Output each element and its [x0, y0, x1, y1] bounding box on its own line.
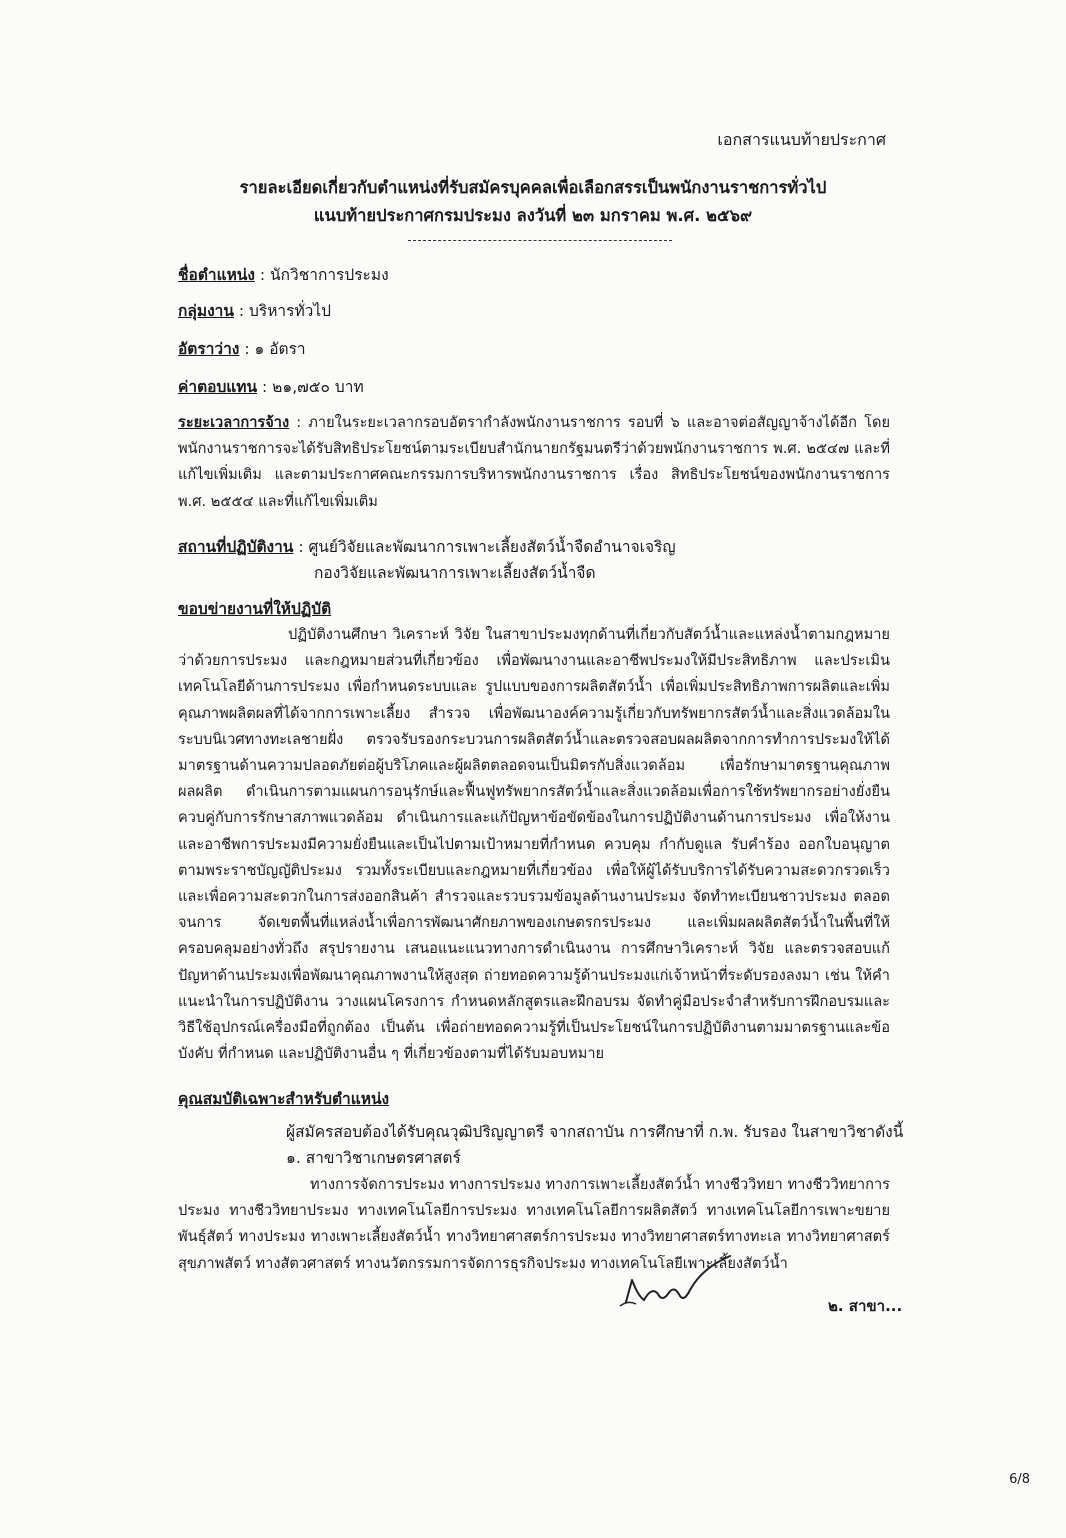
qualification-fields-list: ทางการจัดการประมง ทางการประมง ทางการเพาะเลี้ยงสัตว์น้ำ ทางชีววิทยา ทางชีววิทยาการประมง ทางชีววิทยาประมง ทางเทคโนโลยีการประมง ทางเทคโนโลยีการผลิตสัตว์ ทางเทคโนโลยีการเพาะขยายพันธุ์สัตว์ ทางประมง ทางเพาะเลี้ยงสัตว์น้ำ ทางวิทยาศาสตร์การประมง ทางวิทยาศาสตร์ทางทะเล ทางวิทยาศาสตร์สุขภาพสัตว์ ทางสัตวศาสตร์ ทางนวัตกรรมการจัดการธุรกิจประมง ทางเทคโนโลยีเพาะเลี้ยงสัตว์น้ำ [178, 1176, 890, 1272]
scope-paragraph: ปฏิบัติงานศึกษา วิเคราะห์ วิจัย ในสาขาประมงทุกด้านที่เกี่ยวกับสัตว์น้ำและแหล่งน้ำตามกฎหมายว่าด้วยการประมง และกฎหมายส่วนที่เกี่ยวข้อง เพื่อพัฒนางานและอาชีพประมงให้มีประสิทธิภาพ และประเมินเทคโนโลยีด้านการประมง เพื่อกำหนดระบบและ รูปแบบของการผลิตสัตว์น้ำ เพื่อเพิ่มประสิทธิภาพการผลิตและเพิ่มคุณภาพผลิตผลที่ได้จากการเพาะเลี้ยง สำรวจ เพื่อพัฒนาองค์ความรู้เกี่ยวกับทรัพยากรสัตว์น้ำและสิ่งแวดล้อมในระบบนิเวศทางทะเลชายฝั่ง ตรวจรับรองกระบวนการผลิตสัตว์น้ำและตรวจสอบผลผลิตจากการทำการประมงให้ได้มาตรฐานด้านความปลอดภัยต่อผู้บริโภคและผู้ผลิตตลอดจนเป็นมิตรกับสิ่งแวดล้อม เพื่อรักษามาตรฐานคุณภาพผลผลิต ดำเนินการตามแผนการอนุรักษ์และฟื้นฟูทรัพยากรสัตว์น้ำและสิ่งแวดล้อมเพื่อการใช้ทรัพยากรอย่างยั่งยืนควบคู่กับการรักษาสภาพแวดล้อม ดำเนินการและแก้ปัญหาข้อขัดข้องในการปฏิบัติงานด้านการประมง เพื่อให้งานและอาชีพการประมงมีความยั่งยืนและเป็นไปตามเป้าหมายที่กำหนด ควบคุม กำกับดูแล รับคำร้อง ออกใบอนุญาตตามพระราชบัญญัติประมง รวมทั้งระเบียบและกฎหมายที่เกี่ยวข้อง เพื่อให้ผู้ได้รับบริการได้รับความสะดวกรวดเร็ว และเพื่อความสะดวกในการส่งออกสินค้า สำรวจและรวบรวมข้อมูลด้านงานประมง จัดทำทะเบียนชาวประมง ตลอดจนการ จัดเขตพื้นที่แหล่งน้ำเพื่อการพัฒนาศักยภาพของเกษตรกรประมง และเพิ่มผลผลิตสัตว์น้ำในพื้นที่ให้ครอบคลุมอย่างทั่วถึง สรุปรายงาน เสนอแนะแนวทางการดำเนินงาน การศึกษาวิเคราะห์ วิจัย และตรวจสอบแก้ปัญหาด้านประมงเพื่อพัฒนาคุณภาพงานให้สูงสุด ถ่ายทอดความรู้ด้านประมงแก่เจ้าหน้าที่ระดับรองลงมา เช่น ให้คำแนะนำในการปฏิบัติงาน วางแผนโครงการ กำหนดหลักสูตรและฝึกอบรม จัดทำคู่มือประจำสำหรับการฝึกอบรมและวิธีใช้อุปกรณ์เครื่องมือที่ถูกต้อง เป็นต้น เพื่อถ่ายทอดความรู้ที่เป็นประโยชน์ในการปฏิบัติงานตามมาตรฐานและข้อบังคับ ที่กำหนด และปฏิบัติงานอื่น ๆ ที่เกี่ยวข้องตามที่ได้รับมอบหมาย [178, 626, 890, 1063]
workplace-label: สถานที่ปฏิบัติงาน [178, 538, 294, 556]
group-value: : บริหารทั่วไป [233, 302, 332, 320]
scope-heading: ขอบข่ายงานที่ให้ปฏิบัติ [178, 600, 332, 618]
salary-field [178, 374, 364, 399]
position-label: ชื่อตำแหน่ง [178, 266, 255, 284]
vacancy-field [178, 336, 306, 361]
page-number: 6/8 [1009, 1472, 1030, 1487]
announcement-date-line: แนบท้ายประกาศกรมประมง ลงวันที่ ๒๓ มกราคม พ.ศ. ๒๕๖๙ [313, 206, 753, 225]
position-value: : นักวิชาการประมง [254, 266, 389, 284]
qualifications-heading: คุณสมบัติเฉพาะสำหรับตำแหน่ง [178, 1090, 390, 1108]
vacancy-label: อัตราว่าง [178, 340, 240, 358]
salary-value: : ๒๑,๗๕๐ บาท [257, 378, 364, 396]
employment-period-paragraph [178, 410, 890, 515]
handwritten-signature [618, 1250, 738, 1320]
group-field [178, 298, 331, 323]
salary-label: ค่าตอบแทน [178, 378, 258, 396]
document-attachment-tag: เอกสารแนบท้ายประกาศ [717, 130, 886, 149]
vacancy-value: : ๑ อัตรา [239, 340, 306, 358]
workplace-value: : ศูนย์วิจัยและพัฒนาการเพาะเลี้ยงสัตว์น้ำจืดอำนาจเจริญ [293, 538, 676, 556]
employment-period-label: ระยะเวลาการจ้าง [178, 414, 290, 431]
continued-marker: ๒. สาขา... [828, 1297, 903, 1315]
position-field [178, 262, 389, 287]
qualifications-intro: ผู้สมัครสอบต้องได้รับคุณวุฒิปริญญาตรี จากสถาบัน การศึกษาที่ ก.พ. รับรอง ในสาขาวิชาดังนี้ [286, 1123, 904, 1141]
workplace-field [178, 534, 676, 559]
group-label: กลุ่มงาน [178, 302, 234, 320]
employment-period-text: : ภายในระยะเวลากรอบอัตรากำลังพนักงานราชการ รอบที่ ๖ และอาจต่อสัญญาจ้างได้อีก โดยพนักงานราชการจะได้รับสิทธิประโยชน์ตามระเบียบสำนักนายกรัฐมนตรีว่าด้วยพนักงานราชการ พ.ศ. ๒๕๔๗ และที่แก้ไขเพิ่มเติม และตามประกาศคณะกรรมการบริหารพนักงานราชการ เรื่อง สิทธิประโยชน์ของพนักงานราชการ พ.ศ. ๒๕๕๔ และที่แก้ไขเพิ่มเติม [178, 414, 890, 510]
qualification-item-1: ๑. สาขาวิชาเกษตรศาสตร์ [286, 1149, 461, 1167]
workplace-division: กองวิจัยและพัฒนาการเพาะเลี้ยงสัตว์น้ำจืด [314, 564, 596, 582]
document-title: รายละเอียดเกี่ยวกับตำแหน่งที่รับสมัครบุคคลเพื่อเลือกสรรเป็นพนักงานราชการทั่วไป [239, 178, 827, 197]
title-divider [408, 240, 672, 241]
